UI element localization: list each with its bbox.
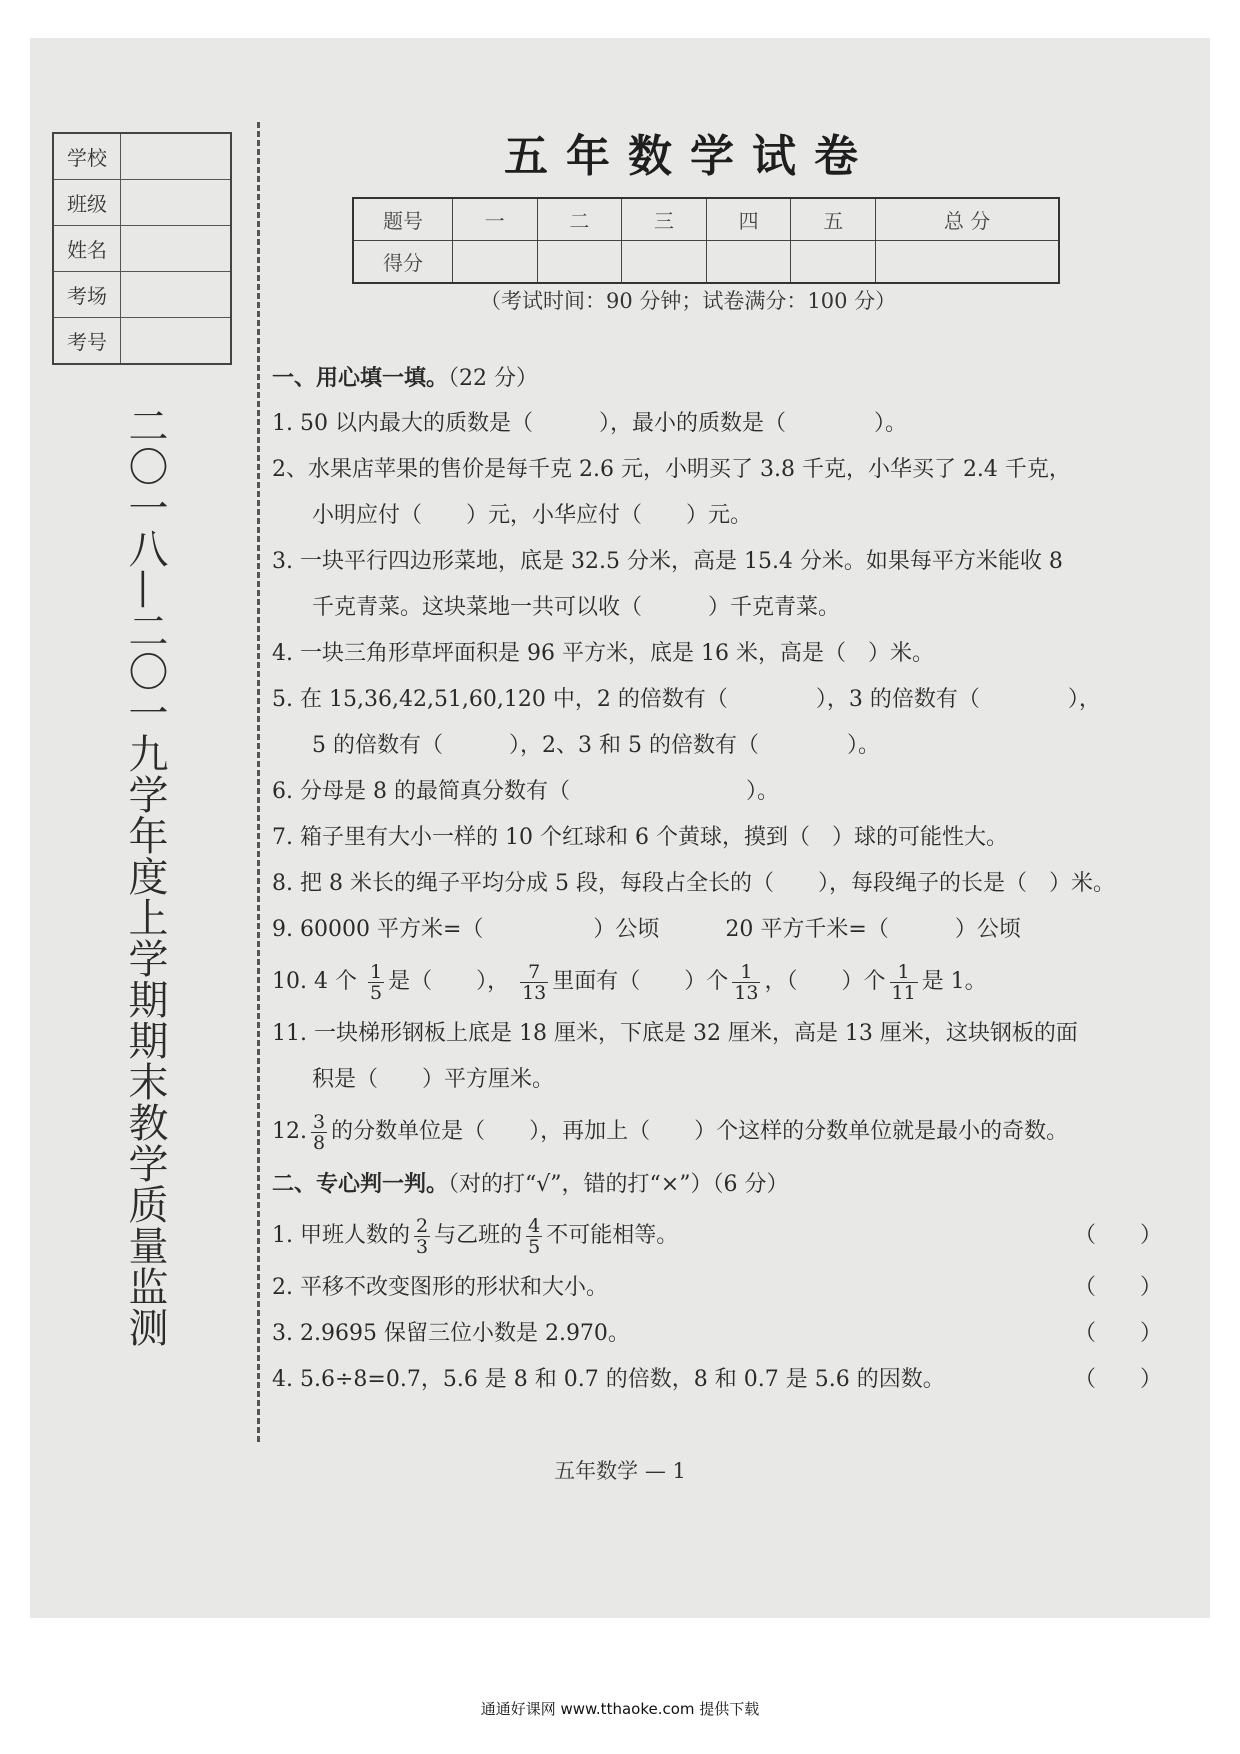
exam-info: （考试时间：90 分钟；试卷满分：100 分）: [480, 289, 897, 313]
question-3-line-2: 千克青菜。这块菜地一共可以收（ ）千克青菜。: [312, 595, 841, 620]
fraction-one-eleventh: [890, 962, 918, 1003]
fraction-one-thirteenth: [732, 962, 760, 1003]
score-cell: [876, 241, 1059, 284]
q10-part4: 是 1。: [921, 969, 987, 994]
section-2-instructions: （对的打“√”，错的打“×”）（6 分）: [448, 1172, 789, 1197]
answer-bracket: （ ）: [1073, 1367, 1162, 1392]
section-1-title: 一、用心填一填。: [272, 365, 449, 391]
fraction-numerator: 7: [520, 962, 548, 983]
fraction-four-fifths: [526, 1216, 542, 1257]
score-col: 二: [537, 198, 622, 241]
fraction-denominator: 5: [528, 1235, 541, 1258]
q12-rest: 的分数单位是（ ），再加上（ ）个这样的分数单位就是最小的奇数。: [331, 1119, 1069, 1144]
section-2-heading: [272, 1161, 1192, 1207]
score-col: 四: [706, 198, 791, 241]
section-1-heading: [272, 355, 1192, 401]
score-col: 三: [622, 198, 707, 241]
jq3-text: 3. 2.9695 保留三位小数是 2.970。: [272, 1321, 630, 1346]
judge-question-1: [272, 1207, 1192, 1265]
info-label: 姓名: [53, 226, 121, 272]
question-6: 6. 分母是 8 的最简真分数有（ ）。: [272, 779, 779, 804]
jq1-suffix: 不可能相等。: [546, 1223, 679, 1248]
page-title: 五年数学试卷: [504, 131, 876, 182]
question-7: 7. 箱子里有大小一样的 10 个红球和 6 个黄球，摸到（ ）球的可能性大。: [272, 825, 1008, 850]
question-2-line-1: 2、水果店苹果的售价是每千克 2.6 元，小明买了 3.8 千克，小华买了 2.4 千克，: [272, 457, 1071, 482]
fraction-three-eighths: [311, 1112, 327, 1153]
section-1-points: （22 分）: [448, 366, 539, 391]
jq2-text: 2. 平移不改变图形的形状和大小。: [272, 1275, 608, 1300]
fraction-numerator: 2: [415, 1214, 429, 1237]
score-table: [352, 197, 1060, 284]
q12-prefix: 12.: [272, 1119, 307, 1144]
info-row-name: [53, 226, 231, 272]
judge-question-2: [272, 1265, 1192, 1311]
info-blank: [121, 318, 232, 365]
fraction-seven-thirteenths: [520, 962, 548, 1003]
question-11-line-1: 11. 一块梯形钢板上底是 18 厘米，下底是 32 厘米，高是 13 厘米，这块钢板的面: [272, 1021, 1078, 1046]
question-10: [272, 953, 1192, 1011]
info-blank: [121, 180, 232, 226]
answer-bracket: （ ）: [1073, 1223, 1162, 1248]
vertical-exam-heading: 二〇一八—二〇一九学年度上学期期末教学质量监测: [122, 405, 168, 1348]
question-5-line-2: 5 的倍数有（ ），2、3 和 5 的倍数有（ ）。: [312, 733, 880, 758]
fraction-two-thirds: [414, 1216, 430, 1257]
jq1-mid: 与乙班的: [434, 1223, 523, 1248]
question-4: 4. 一块三角形草坪面积是 96 平方米，底是 16 米，高是（ ）米。: [272, 641, 934, 666]
score-header-row: [353, 198, 1059, 241]
answer-bracket: （ ）: [1073, 1275, 1162, 1300]
jq1-prefix: 1. 甲班人数的: [272, 1223, 410, 1248]
question-11-line-2: 积是（ ）平方厘米。: [312, 1067, 555, 1092]
fraction-denominator: 3: [415, 1235, 429, 1258]
question-9: 9. 60000 平方米=（ ）公顷 20 平方千米=（ ）公顷: [272, 917, 1021, 942]
fraction-numerator: 1: [369, 960, 383, 983]
fraction-numerator: 4: [528, 1214, 541, 1237]
info-blank: [121, 133, 232, 180]
score-cell: [622, 241, 707, 284]
fraction-numerator: 3: [313, 1110, 326, 1133]
score-cell: [706, 241, 791, 284]
fraction-numerator: 1: [732, 962, 760, 983]
q10-part2: 里面有（ ）个: [552, 969, 729, 994]
info-label: 考号: [53, 318, 121, 365]
score-cell: [537, 241, 622, 284]
answer-bracket: （ ）: [1073, 1321, 1162, 1346]
info-label: 考场: [53, 272, 121, 318]
judge-question-4: [272, 1357, 1192, 1403]
score-value-row: [353, 241, 1059, 284]
info-row-room: [53, 272, 231, 318]
question-3-line-1: 3. 一块平行四边形菜地，底是 32.5 分米，高是 15.4 分米。如果每平方米能收 8: [272, 549, 1063, 574]
info-blank: [121, 226, 232, 272]
q10-part3: ，（ ）个: [764, 969, 886, 994]
student-info-table: [52, 132, 232, 365]
judge-question-3: [272, 1311, 1192, 1357]
info-blank: [121, 272, 232, 318]
fraction-denominator: 11: [891, 981, 916, 1004]
fraction-one-fifth: [368, 962, 384, 1003]
score-col: 一: [453, 198, 538, 241]
binding-dashed-line: [257, 122, 260, 1442]
fraction-denominator: 8: [313, 1131, 326, 1154]
page-footer: 五年数学 — 1: [554, 1459, 686, 1483]
fraction-numerator: 1: [890, 962, 918, 983]
score-cell: [453, 241, 538, 284]
info-label: 学校: [53, 133, 121, 180]
download-source-note: 通通好课网 www.tthaoke.com 提供下载: [480, 1700, 760, 1718]
q10-prefix: 10. 4 个: [272, 969, 357, 994]
score-cell: [791, 241, 876, 284]
section-2-title: 二、专心判一判。: [272, 1171, 449, 1197]
q10-part1: 是（ ），: [388, 969, 510, 994]
question-2-line-2: 小明应付（ ）元，小华应付（ ）元。: [312, 503, 753, 528]
jq4-text: 4. 5.6÷8=0.7，5.6 是 8 和 0.7 的倍数，8 和 0.7 是 5.6 的因数。: [272, 1367, 945, 1392]
question-5-line-1: 5. 在 15,36,42,51,60,120 中，2 的倍数有（ ），3 的倍数有（ ），: [272, 687, 1101, 712]
info-row-school: [53, 133, 231, 180]
info-row-number: [53, 318, 231, 365]
score-row-label: 得分: [353, 241, 453, 284]
fraction-denominator: 13: [734, 981, 759, 1004]
score-col: 五: [791, 198, 876, 241]
question-1: 1. 50 以内最大的质数是（ ），最小的质数是（ ）。: [272, 411, 907, 436]
score-row-header: 题号: [353, 198, 453, 241]
info-row-class: [53, 180, 231, 226]
fraction-denominator: 5: [369, 981, 383, 1004]
question-12: [272, 1103, 1192, 1161]
info-label: 班级: [53, 180, 121, 226]
fraction-denominator: 13: [522, 981, 547, 1004]
question-8: 8. 把 8 米长的绳子平均分成 5 段，每段占全长的（ ），每段绳子的长是（ ）米。: [272, 871, 1115, 896]
questions-area: [272, 355, 1192, 1403]
score-col: 总 分: [876, 198, 1059, 241]
